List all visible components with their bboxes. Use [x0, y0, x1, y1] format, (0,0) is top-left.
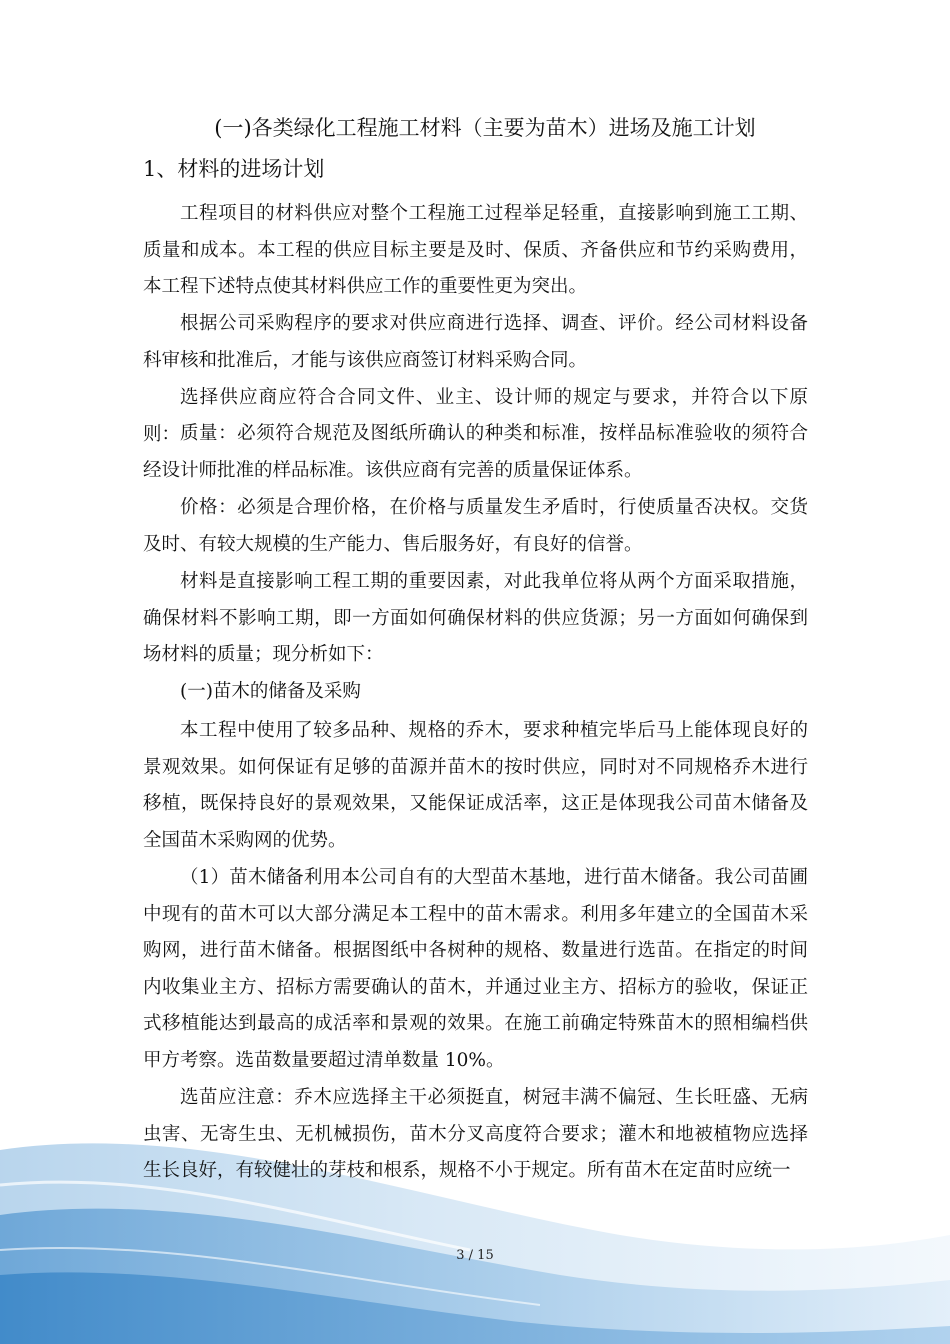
- page-number: 3 / 15: [456, 1248, 494, 1263]
- paragraph-2: 根据公司采购程序的要求对供应商进行选择、调查、评价。经公司材料设备科审核和批准后，才能与该供应商签订材料采购合同。: [143, 313, 808, 371]
- paragraph-1: 工程项目的材料供应对整个工程施工过程举足轻重，直接影响到施工工期、质量和成本。本工程的供应目标主要是及时、保质、齐备供应和节约采购费用，本工程下述特点使其材料供应工作的重要性更为突出。: [143, 203, 808, 297]
- paragraph-7: 本工程中使用了较多品种、规格的乔木，要求种植完毕后马上能体现良好的景观效果。如何保证有足够的苗源并苗木的按时供应，同时对不同规格乔木进行移植，既保持良好的景观效果，又能保证成活率，这正是体现我公司苗木储备及全国苗木采购网的优势。: [143, 720, 808, 851]
- paragraph-4: 质量：必须符合规范及图纸所确认的种类和标准，按样品标准验收的须符合经设计师批准的样品标准。该供应商有完善的质量保证体系。: [143, 423, 808, 481]
- paragraph-5: 价格：必须是合理价格，在价格与质量发生矛盾时，行使质量否决权。交货及时、有较大规模的生产能力、售后服务好，有良好的信誉。: [143, 497, 808, 555]
- subsection-heading: (一)苗木的储备及采购: [180, 681, 361, 702]
- paragraph-8: （1）苗木储备利用本公司自有的大型苗木基地，进行苗木储备。我公司苗圃中现有的苗木可以大部分满足本工程中的苗木需求。利用多年建立的全国苗木采购网，进行苗木储备。根据图纸中各树种的规格、数量进行选苗。在指定的时间内收集业主方、招标方需要确认的苗木，并通过业主方、招标方的验收，保证正式移植能达到最高的成活率和景观的效果。在施工前确定特殊苗木的照相编档供甲方考察。选苗数量要超过清单数量 10%。: [143, 867, 808, 1071]
- paragraph-3: 选择供应商应符合合同文件、业主、设计师的规定与要求，并符合以下原则：: [143, 387, 808, 445]
- document-title: (一)各类绿化工程施工材料（主要为苗木）进场及施工计划: [214, 116, 756, 140]
- paragraph-9: 选苗应注意：乔木应选择主干必须挺直，树冠丰满不偏冠、生长旺盛、无病虫害、无寄生虫、无机械损伤，苗木分叉高度符合要求；灌木和地被植物应选择生长良好，有较健壮的芽枝和根系，规格不小于规定。所有苗木在定苗时应统一: [143, 1087, 808, 1181]
- section-heading: 1、材料的进场计划: [143, 157, 325, 181]
- paragraph-6: 材料是直接影响工程工期的重要因素，对此我单位将从两个方面采取措施，确保材料不影响工期，即一方面如何确保材料的供应货源；另一方面如何确保到场材料的质量；现分析如下：: [143, 571, 808, 665]
